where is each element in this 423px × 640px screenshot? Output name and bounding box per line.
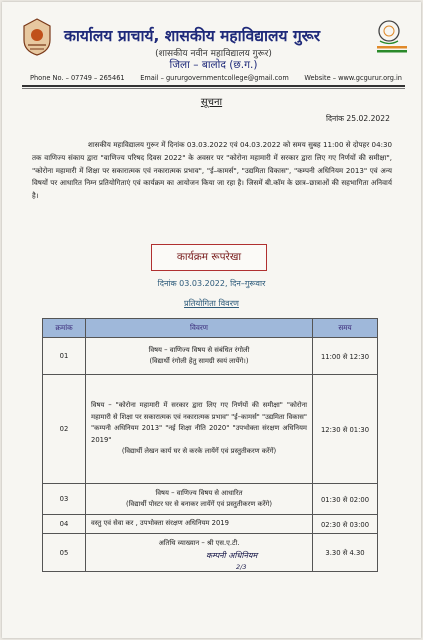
handwritten-date: 2/3	[236, 563, 247, 571]
program-outline-title: कार्यक्रम रूपरेखा	[151, 244, 267, 271]
table-row	[43, 534, 378, 572]
row-details-note: (विद्यार्थी लेखन कार्य घर से करके लायेंगें एवं प्रस्तुतीकरण करेंगें)	[121, 447, 277, 456]
column-header-details: विवरण	[86, 319, 313, 338]
table-header-row	[43, 319, 378, 338]
row-number: 03	[43, 484, 86, 515]
row-time: 02:30 से 03:00	[313, 515, 378, 534]
column-header-number: क्रमांक	[43, 319, 86, 338]
email-address: Email – gururgovernmentcollege@gmail.com	[140, 74, 289, 82]
notice-date: दिनांक 25.02.2022	[326, 114, 390, 123]
header-divider	[22, 85, 405, 87]
row-number: 05	[43, 534, 86, 572]
row-details-line: (विद्यार्थी रंगोली हेतु सामग्री स्वयं लायेंगे।)	[149, 357, 249, 365]
district-line: जिला – बालोद (छ.ग.)	[169, 59, 258, 71]
row-details-line: (विद्यार्थी पोस्टर घर से बनाकर लायेंगें एवं प्रस्तुतीकरण करेंगे)	[126, 500, 272, 508]
competition-table	[42, 318, 378, 572]
contact-line	[30, 74, 402, 82]
program-date: दिनांक 03.03.2022, दिन–गुरूवार	[157, 279, 266, 288]
column-header-time: समय	[313, 319, 378, 338]
header-divider-thin	[22, 88, 405, 89]
row-details	[86, 484, 313, 515]
handwritten-topic: कम्पनी अधिनियम	[206, 551, 258, 560]
table-row	[43, 515, 378, 534]
row-details-line: विषय – वाणिज्य विषय से आधारित	[155, 488, 243, 497]
row-number: 01	[43, 338, 86, 375]
row-number: 04	[43, 515, 86, 534]
row-time: 01:30 से 02:00	[313, 484, 378, 515]
row-details-line: विषय – वाणिज्य विषय से संबंधित रंगोली	[148, 345, 250, 354]
row-number: 02	[43, 375, 86, 484]
competition-heading: प्रतियोगिता विवरण	[184, 298, 239, 308]
office-title: कार्यालय प्राचार्य, शासकीय महाविद्यालय गुरूर	[64, 27, 321, 45]
row-time: 12:30 से 01:30	[313, 375, 378, 484]
row-time: 3.30 से 4.30	[313, 534, 378, 572]
row-time: 11:00 से 12:30	[313, 338, 378, 375]
row-details-text: अतिथि व्याख्यान – श्री एस.ए.टी.	[158, 539, 240, 547]
row-details	[86, 338, 313, 375]
row-details	[86, 534, 313, 572]
row-details-text: विषय – "कोरोना महामारी में सरकार द्वारा लिए गए निर्णयों की समीक्षा" "कोरोना महामारी से शिक्षा पर सकारात्मक एवं नकारात्मक प्रभाव" "ई–कामर्स" "उद्यमिता विकास" "कम्पनी अधिनियम 2013" "नई शिक्षा नीति 2020" "उपभोक्ता संरक्षण अधिनियम 2019"	[91, 401, 307, 444]
notice-body: शासकीय महाविद्यालय गुरूर में दिनांक 03.03.2022 एवं 04.03.2022 को समय सुबह 11:00 से दोपहर 04:30 तक वाणिज्य संकाय द्वारा "वाणिज्य परिषद दिवस 2022" के अवसर पर "कोरोना महामारी में सरकार द्वारा लिए गए निर्णयों की समीक्षा", "कोरोना महामारी में शिक्षा पर सकारात्मक एवं नकारात्मक प्रभाव", "ई–कामर्स", "उद्यमिता विकास", "कम्पनी अधिनियम 2013" एवं अन्य विषयों पर आधारित निम्न प्रतियोगिताएं एवं कार्यक्रम का आयोजन किया जा रहा है। जिसमें बी.कॉम के छात्र–छात्राओं की सहभागिता अनिवार्य है।	[32, 140, 392, 201]
row-details	[86, 375, 313, 484]
table-row	[43, 338, 378, 375]
website-address: Website – www.gcgurur.org.in	[304, 74, 402, 82]
college-subtitle: (शासकीय नवीन महाविद्यालय गुरूर)	[155, 49, 272, 59]
table-row	[43, 375, 378, 484]
phone-number: Phone No. – 07749 – 265461	[30, 74, 125, 82]
row-details: वस्तु एवं सेवा कर , उपभोक्ता संरक्षण अधिनियम 2019	[86, 515, 313, 534]
table-row	[43, 484, 378, 515]
notice-heading: सूचना	[200, 97, 223, 108]
